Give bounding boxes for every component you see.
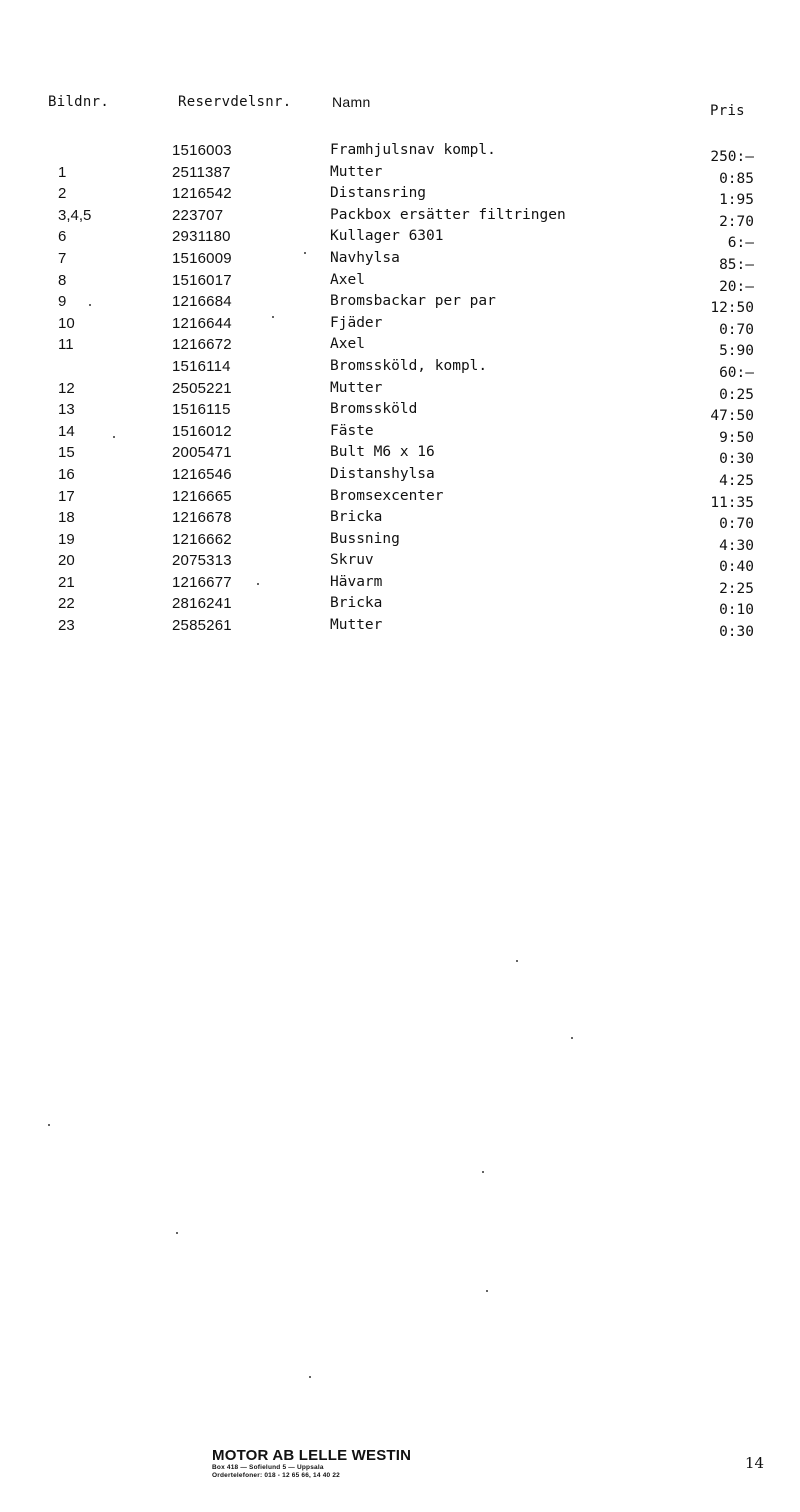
- cell-pris: 1:95: [719, 192, 754, 209]
- table-row: [0, 228, 800, 250]
- cell-pris: 4:25: [719, 472, 754, 489]
- company-address: Box 418 — Sofielund 5 — Uppsala: [212, 1464, 324, 1471]
- cell-pris: 0:85: [719, 170, 754, 187]
- scan-speck: [89, 304, 91, 306]
- table-row: [0, 336, 800, 358]
- cell-reservdelsnr: 2075313: [172, 552, 232, 570]
- cell-pris: 0:40: [719, 559, 754, 576]
- cell-reservdelsnr: 2005471: [172, 444, 232, 462]
- table-row: [0, 552, 800, 574]
- cell-pris: 11:35: [710, 494, 754, 511]
- scan-speck: [571, 1037, 573, 1039]
- page-number: 14: [745, 1454, 765, 1472]
- cell-pris: 0:30: [719, 451, 754, 468]
- cell-namn: Bromsbackar per par: [330, 293, 496, 310]
- cell-reservdelsnr: 1216665: [172, 487, 232, 505]
- cell-reservdelsnr: 2585261: [172, 617, 232, 635]
- table-row: [0, 358, 800, 380]
- cell-bildnr: 17: [58, 487, 75, 505]
- cell-namn: Fäste: [330, 422, 374, 439]
- cell-reservdelsnr: 1516003: [172, 142, 232, 159]
- cell-pris: 0:10: [719, 602, 754, 619]
- company-phones: Ordertelefoner: 018 - 12 65 66, 14 40 22: [212, 1471, 340, 1479]
- cell-namn: Mutter: [330, 163, 383, 180]
- cell-bildnr: 3,4,5: [58, 206, 92, 224]
- cell-reservdelsnr: 1216678: [172, 509, 232, 527]
- cell-reservdelsnr: 223707: [172, 206, 224, 224]
- table-row: [0, 466, 800, 488]
- table-row: [0, 293, 800, 315]
- cell-reservdelsnr: 1216662: [172, 530, 232, 548]
- cell-reservdelsnr: 1216542: [172, 185, 232, 203]
- cell-reservdelsnr: 1216684: [172, 293, 232, 311]
- scan-speck: [309, 1376, 311, 1378]
- table-row: [0, 272, 800, 294]
- cell-pris: 47:50: [710, 408, 754, 425]
- header-pris: Pris: [710, 103, 745, 119]
- cell-pris: 4:30: [719, 537, 754, 554]
- cell-namn: Bult M6 x 16: [330, 444, 435, 461]
- scan-speck: [176, 1232, 178, 1234]
- cell-pris: 6:—: [727, 235, 754, 252]
- cell-reservdelsnr: 1216672: [172, 336, 232, 354]
- parts-table: [0, 142, 800, 639]
- scan-speck: [516, 960, 518, 962]
- cell-namn: Bricka: [330, 509, 383, 526]
- cell-reservdelsnr: 1216644: [172, 314, 232, 332]
- table-row: [0, 401, 800, 423]
- cell-bildnr: 6: [58, 228, 67, 246]
- cell-bildnr: 8: [58, 271, 67, 289]
- scan-speck: [113, 436, 115, 438]
- company-name: MOTOR AB LELLE WESTIN: [212, 1447, 412, 1464]
- cell-namn: Navhylsa: [330, 249, 400, 266]
- scan-speck: [48, 1124, 50, 1126]
- cell-pris: 85:—: [719, 256, 754, 273]
- cell-bildnr: 20: [58, 552, 75, 570]
- cell-pris: 2:70: [719, 213, 754, 230]
- cell-bildnr: 18: [58, 509, 75, 527]
- cell-reservdelsnr: 2505221: [172, 379, 232, 397]
- cell-bildnr: 16: [58, 465, 75, 483]
- table-row: [0, 423, 800, 445]
- cell-reservdelsnr: 1516115: [172, 401, 231, 419]
- cell-namn: Axel: [330, 271, 365, 288]
- table-row: [0, 509, 800, 531]
- cell-reservdelsnr: 1216546: [172, 465, 232, 483]
- scan-speck: [257, 583, 259, 585]
- cell-namn: Kullager 6301: [330, 228, 444, 245]
- cell-pris: 9:50: [719, 429, 754, 446]
- table-row: [0, 531, 800, 553]
- cell-reservdelsnr: 1516017: [172, 271, 232, 289]
- cell-namn: Bussning: [330, 530, 400, 547]
- cell-bildnr: 19: [58, 530, 75, 548]
- cell-pris: 5:90: [719, 343, 754, 360]
- cell-namn: Packbox ersätter filtringen: [330, 206, 566, 223]
- cell-bildnr: 14: [58, 422, 75, 440]
- table-row: [0, 488, 800, 510]
- cell-namn: Bromssköld: [330, 401, 418, 418]
- table-row: [0, 595, 800, 617]
- cell-bildnr: 1: [58, 163, 67, 181]
- footer-company-block: [212, 1448, 411, 1479]
- cell-reservdelsnr: 2511387: [172, 163, 231, 181]
- table-row: [0, 185, 800, 207]
- cell-namn: Bromssköld, kompl.: [330, 357, 488, 374]
- cell-reservdelsnr: 2931180: [172, 228, 231, 246]
- cell-reservdelsnr: 1516009: [172, 249, 232, 267]
- cell-bildnr: 10: [58, 314, 75, 332]
- cell-namn: Axel: [330, 336, 365, 353]
- cell-pris: 0:25: [719, 386, 754, 403]
- cell-bildnr: 7: [58, 249, 67, 267]
- table-row: [0, 142, 800, 164]
- cell-bildnr: 21: [58, 573, 75, 591]
- cell-pris: 20:—: [719, 278, 754, 295]
- header-namn: Namn: [332, 94, 371, 110]
- cell-reservdelsnr: 1516012: [172, 422, 232, 440]
- table-row: [0, 444, 800, 466]
- cell-pris: 0:70: [719, 321, 754, 338]
- cell-bildnr: 23: [58, 617, 75, 635]
- cell-reservdelsnr: 1216677: [172, 573, 232, 591]
- table-row: [0, 164, 800, 186]
- cell-reservdelsnr: 2816241: [172, 595, 232, 613]
- cell-bildnr: 11: [58, 336, 74, 354]
- header-reservdelsnr: Reservdelsnr.: [178, 94, 292, 110]
- cell-namn: Distanshylsa: [330, 465, 435, 482]
- cell-bildnr: 2: [58, 185, 67, 203]
- cell-bildnr: 15: [58, 444, 75, 462]
- cell-namn: Distansring: [330, 185, 427, 202]
- table-row: [0, 250, 800, 272]
- scan-speck: [272, 316, 274, 318]
- cell-bildnr: 22: [58, 595, 75, 613]
- cell-namn: Mutter: [330, 617, 383, 634]
- cell-namn: Framhjulsnav kompl.: [330, 142, 496, 158]
- scan-speck: [304, 252, 306, 254]
- cell-pris: 60:—: [719, 364, 754, 381]
- cell-pris: 250:—: [710, 149, 754, 165]
- cell-pris: 0:30: [719, 624, 754, 641]
- table-row: [0, 207, 800, 229]
- cell-pris: 2:25: [719, 580, 754, 597]
- cell-bildnr: 9: [58, 293, 67, 311]
- table-row: [0, 617, 800, 639]
- scan-speck: [486, 1290, 488, 1292]
- table-row: [0, 574, 800, 596]
- cell-bildnr: 12: [58, 379, 75, 397]
- cell-namn: Bromsexcenter: [330, 487, 444, 504]
- scan-speck: [482, 1171, 484, 1173]
- cell-pris: 0:70: [719, 516, 754, 533]
- cell-namn: Bricka: [330, 595, 383, 612]
- cell-reservdelsnr: 1516114: [172, 357, 231, 375]
- cell-namn: Skruv: [330, 552, 374, 569]
- table-row: [0, 315, 800, 337]
- header-bildnr: Bildnr.: [48, 94, 110, 110]
- cell-namn: Hävarm: [330, 573, 383, 590]
- table-row: [0, 380, 800, 402]
- cell-bildnr: 13: [58, 401, 75, 419]
- cell-namn: Mutter: [330, 379, 383, 396]
- cell-pris: 12:50: [710, 300, 754, 317]
- cell-namn: Fjäder: [330, 314, 383, 331]
